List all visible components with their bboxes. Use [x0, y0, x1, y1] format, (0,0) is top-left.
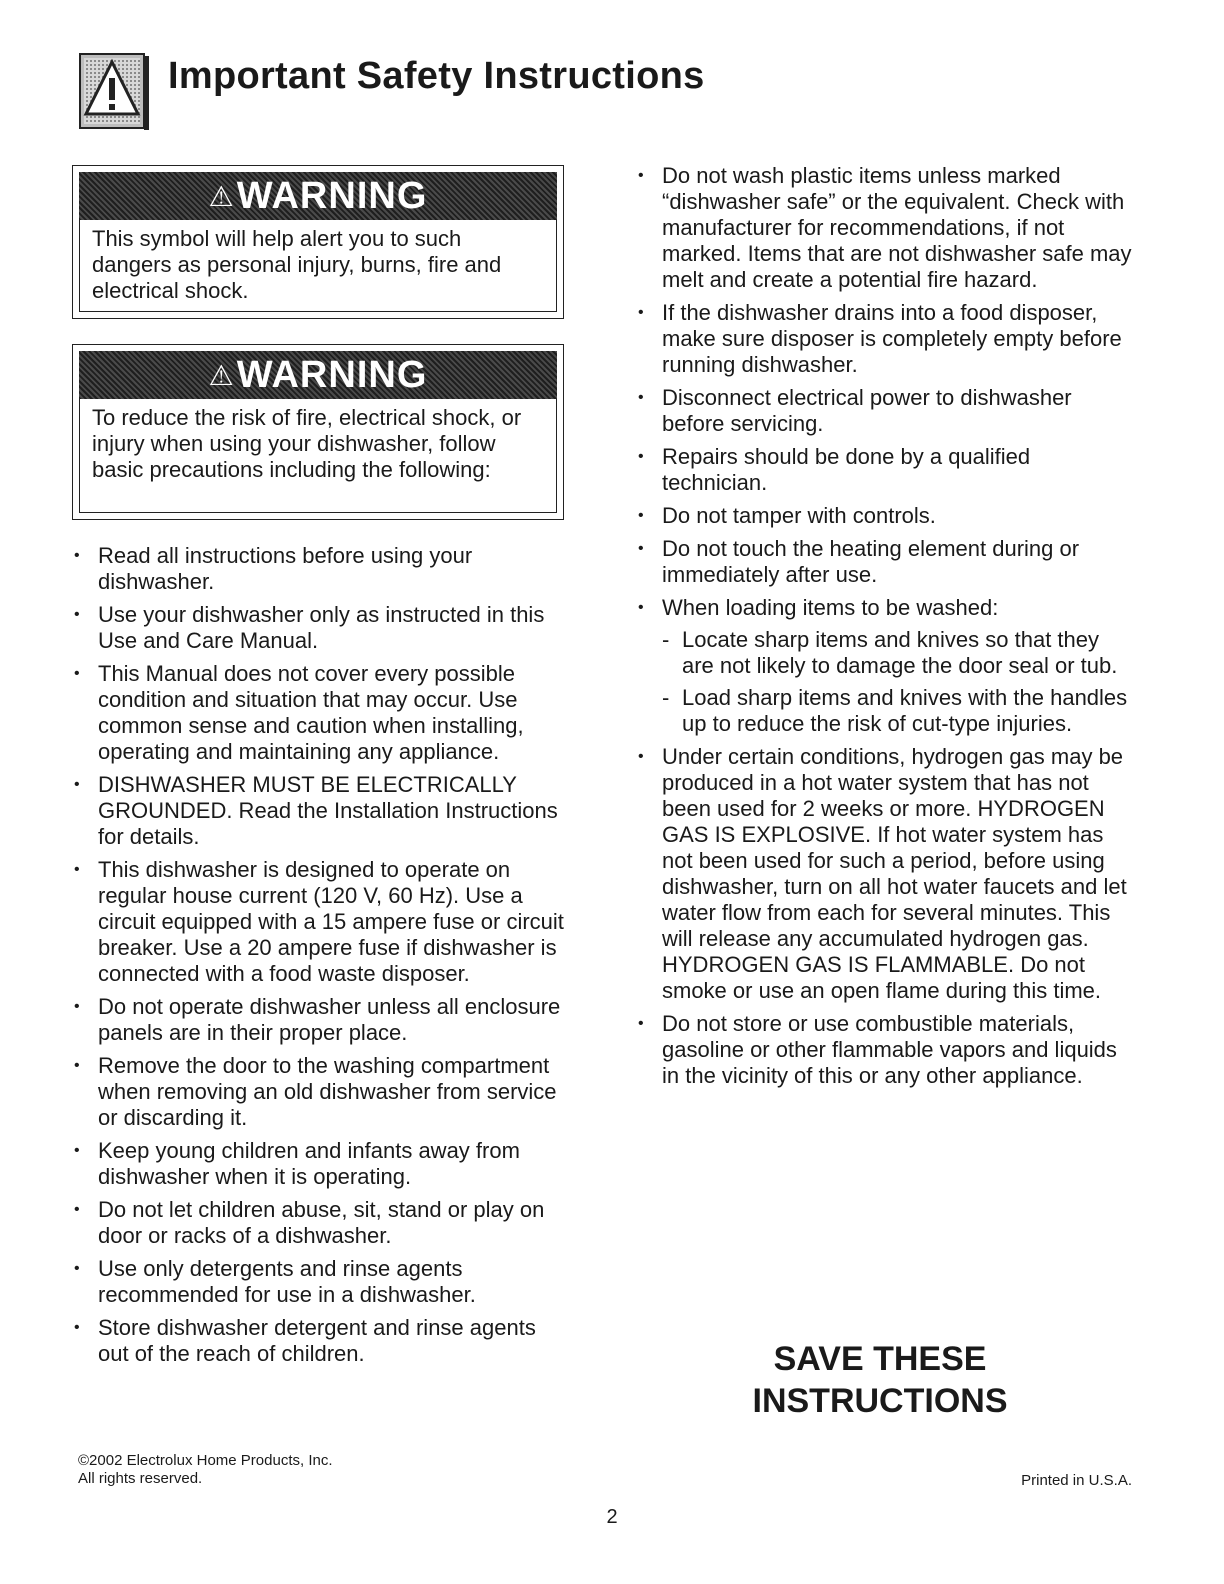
- list-item-loading: [636, 595, 1136, 737]
- list-item: • If the dishwasher drains into a food disposer, make sure disposer is completely empty before running dishwasher.: [636, 300, 1136, 378]
- save-line-2: INSTRUCTIONS: [752, 1382, 1008, 1420]
- loading-intro: When loading items to be washed:: [662, 595, 999, 620]
- list-item: • This Manual does not cover every possible condition and situation that may occur. Use common sense and caution when installing, operating and maintaining any appliance.: [72, 661, 566, 765]
- list-item: • Remove the door to the washing compartment when removing an old dishwasher from service or discarding it.: [72, 1053, 566, 1131]
- list-item: • DISHWASHER MUST BE ELECTRICALLY GROUNDED. Read the Installation Instructions for details.: [72, 772, 566, 850]
- list-item: • Do not touch the heating element during or immediately after use.: [636, 536, 1136, 588]
- page-number: 2: [606, 1506, 618, 1528]
- right-instructions-list: [636, 163, 1136, 1096]
- list-item: • Do not wash plastic items unless marked “dishwasher safe” or the equivalent. Check with manufacturer for recommendations, if not marked. Items that are not dishwasher safe may melt and create a potential fire hazard.: [636, 163, 1136, 293]
- warning-box-symbol: [72, 165, 564, 319]
- rights-text: All rights reserved.: [78, 1470, 203, 1487]
- page-title: Important Safety Instructions: [168, 55, 705, 97]
- list-item: • Keep young children and infants away from dishwasher when it is operating.: [72, 1138, 566, 1190]
- warning-text: This symbol will help alert you to such dangers as personal injury, burns, fire and electrical shock.: [92, 226, 502, 303]
- list-item: • Under certain conditions, hydrogen gas may be produced in a hot water system that has not been used for 2 weeks or more. HYDROGEN GAS IS EXPLOSIVE. If hot water system has not been used for such a period, before using dishwasher, turn on all hot water faucets and let water flow from each for several minutes. This will release any accumulated hydrogen gas. HYDROGEN GAS IS FLAMMABLE. Do not smoke or use an open flame during this time.: [636, 744, 1136, 1004]
- list-item: • Do not let children abuse, sit, stand or play on door or racks of a dishwasher.: [72, 1197, 566, 1249]
- list-item: • Use only detergents and rinse agents recommended for use in a dishwasher.: [72, 1256, 566, 1308]
- warning-triangle-icon: [78, 52, 150, 132]
- list-item: • This dishwasher is designed to operate on regular house current (120 V, 60 Hz). Use a circuit equipped with a 15 ampere fuse or circuit breaker. Use a 20 ampere fuse if dishwasher is connected with a food waste disposer.: [72, 857, 566, 987]
- list-item: • Read all instructions before using your dishwasher.: [72, 543, 566, 595]
- alert-triangle-icon: ⚠: [208, 359, 235, 391]
- save-line-1: SAVE THESE: [773, 1340, 987, 1378]
- list-item: • Disconnect electrical power to dishwasher before servicing.: [636, 385, 1136, 437]
- sub-list-item: - Load sharp items and knives with the handles up to reduce the risk of cut-type injuries.: [662, 685, 1136, 737]
- warning-text: To reduce the risk of fire, electrical shock, or injury when using your dishwasher, follow basic precautions including the following:: [92, 405, 522, 482]
- warning-banner: [79, 351, 557, 399]
- list-item: • Repairs should be done by a qualified technician.: [636, 444, 1136, 496]
- sub-list-item: - Locate sharp items and knives so that they are not likely to damage the door seal or tub.: [662, 627, 1136, 679]
- list-item: • Do not store or use combustible materials, gasoline or other flammable vapors and liquids in the vicinity of this or any other appliance.: [636, 1011, 1136, 1089]
- left-instructions-list: [72, 543, 566, 1374]
- list-item: • Do not operate dishwasher unless all enclosure panels are in their proper place.: [72, 994, 566, 1046]
- list-item: • Use your dishwasher only as instructed in this Use and Care Manual.: [72, 602, 566, 654]
- warning-label: WARNING: [236, 174, 428, 217]
- copyright-notice: [78, 1452, 333, 1488]
- loading-sub-list: [662, 627, 1136, 737]
- warning-box-precautions: [72, 344, 564, 520]
- copyright-text: ©2002 Electrolux Home Products, Inc.: [78, 1452, 333, 1469]
- warning-label: WARNING: [236, 353, 428, 396]
- warning-banner: [79, 172, 557, 220]
- list-item: • Store dishwasher detergent and rinse agents out of the reach of children.: [72, 1315, 566, 1367]
- alert-triangle-icon: ⚠: [208, 180, 235, 212]
- printed-in: Printed in U.S.A.: [1021, 1472, 1132, 1489]
- list-item: • Do not tamper with controls.: [636, 503, 1136, 529]
- save-instructions-heading: [700, 1338, 1060, 1422]
